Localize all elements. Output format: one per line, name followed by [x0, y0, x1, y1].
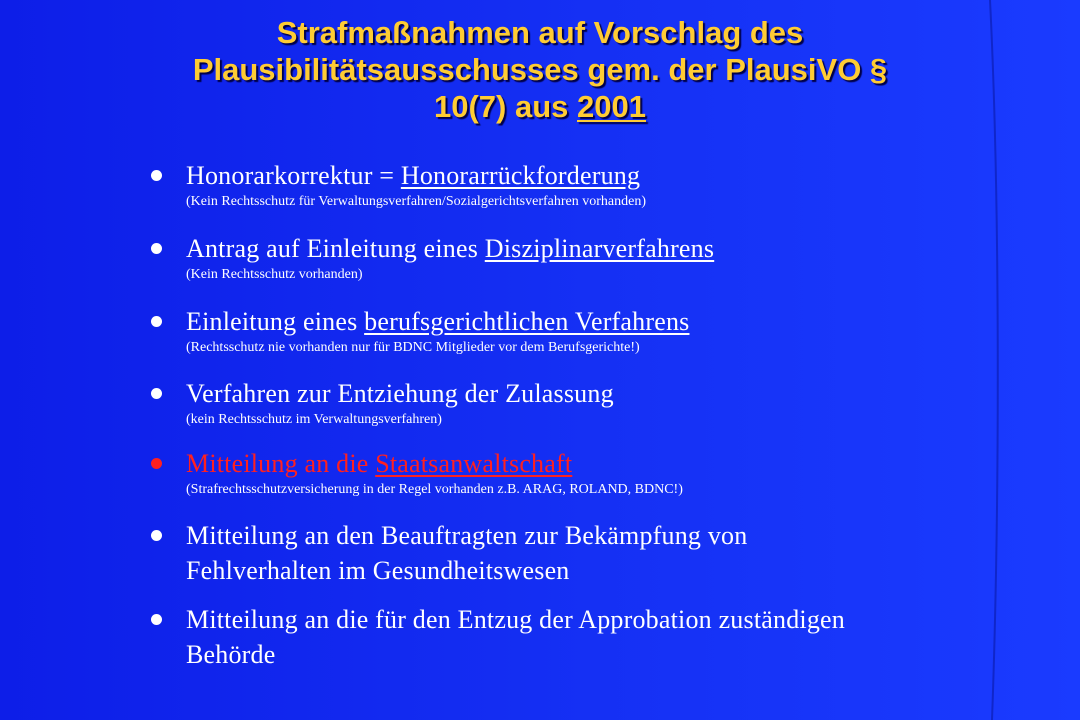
title-line-3	[60, 88, 1020, 125]
bullet-icon	[151, 530, 162, 541]
item-note: (kein Rechtsschutz im Verwaltungsverfahren)	[186, 412, 442, 427]
item-main-text: Mitteilung an den Beauftragten zur Bekämpfung von Fehlverhalten im Gesundheitswesen	[186, 521, 748, 585]
list-item	[150, 158, 1030, 211]
item-lead: Verfahren zur Entziehung der Zulassung	[186, 379, 614, 408]
slide-title	[60, 14, 1020, 125]
title-line-3-prefix: 10(7) aus	[434, 89, 578, 124]
item-underlined: berufsgerichtlichen Verfahrens	[364, 307, 690, 336]
item-main-text	[186, 231, 1030, 266]
item-lead: Honorarkorrektur =	[186, 161, 401, 190]
item-main-text	[186, 376, 1030, 411]
title-year: 2001	[577, 89, 646, 124]
item-lead: Antrag auf Einleitung eines	[186, 234, 485, 263]
title-line-1: Strafmaßnahmen auf Vorschlag des	[276, 15, 804, 50]
list-item-highlighted	[150, 446, 1030, 499]
item-underlined: Staatsanwaltschaft	[375, 449, 573, 478]
item-lead: Einleitung eines	[186, 307, 365, 336]
item-note: (Kein Rechtsschutz vorhanden)	[186, 267, 363, 282]
list-item	[150, 231, 1030, 284]
item-main-text	[186, 446, 1030, 481]
measures-list	[150, 158, 1030, 672]
bullet-icon	[151, 316, 162, 327]
bullet-icon	[151, 388, 162, 399]
item-note: (Kein Rechtsschutz für Verwaltungsverfahren/Sozialgerichtsverfahren vorhanden)	[186, 194, 647, 209]
list-item	[150, 602, 1030, 672]
item-note: (Rechtsschutz nie vorhanden nur für BDNC Mitglieder vor dem Berufsgerichte!)	[186, 340, 640, 355]
item-underlined: Honorarrückforderung	[400, 161, 641, 190]
list-item	[150, 376, 1030, 429]
list-item	[150, 518, 1030, 588]
item-main-text	[186, 158, 1030, 193]
title-line-2: Plausibilitätsausschusses gem. der PlausiVO §	[192, 52, 888, 87]
item-main-text: Mitteilung an die für den Entzug der Approbation zuständigen Behörde	[186, 605, 845, 669]
item-underlined: Disziplinarverfahrens	[484, 234, 715, 263]
item-main-text	[186, 304, 1030, 339]
bullet-icon	[151, 243, 162, 254]
item-note: (Strafrechtsschutzversicherung in der Regel vorhanden z.B. ARAG, ROLAND, BDNC!)	[186, 482, 683, 497]
bullet-icon	[151, 458, 162, 469]
list-item	[150, 304, 1030, 357]
bullet-icon	[151, 614, 162, 625]
item-lead: Mitteilung an die	[186, 449, 376, 478]
bullet-icon	[151, 170, 162, 181]
